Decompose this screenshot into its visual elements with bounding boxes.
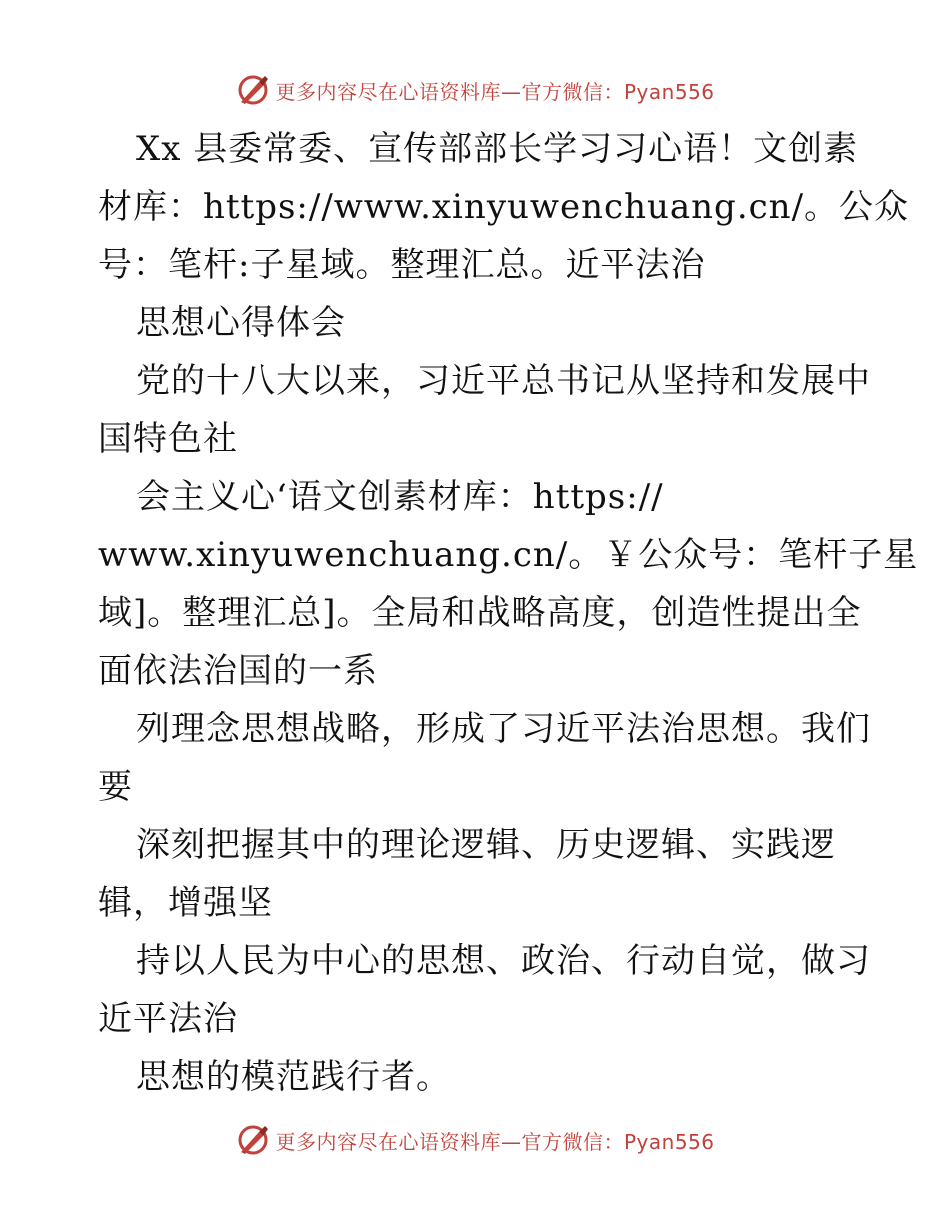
- header-banner: [0, 70, 950, 110]
- banner-text: 更多内容尽在心语资料库—官方微信：Pyan556: [275, 79, 715, 104]
- text-line: 国特色社: [98, 419, 238, 459]
- footer-banner: [0, 1120, 950, 1160]
- text-line: 会主义心‘语文创素材库：https://: [136, 477, 664, 517]
- text-line: 党的十八大以来，习近平总书记从坚持和发展中: [136, 361, 871, 401]
- text-line: 思想的模范践行者。: [136, 1057, 451, 1097]
- text-line: 深刻把握其中的理论逻辑、历史逻辑、实践逻: [136, 825, 836, 865]
- text-line: 辑，增强坚: [98, 883, 273, 923]
- text-line: 列理念思想战略，形成了习近平法治思想。我们: [136, 709, 871, 749]
- text-line: www.xinyuwenchuang.cn/。￥公众号：笔杆子星: [98, 535, 919, 575]
- pen-logo-icon: [235, 72, 271, 108]
- text-line: 材库：https://www.xinyuwenchuang.cn/。公众: [98, 187, 910, 227]
- text-line: 持以人民为中心的思想、政治、行动自觉，做习: [136, 941, 871, 981]
- wechat-id: Pyan556: [623, 1129, 715, 1154]
- document-body: [98, 120, 919, 1106]
- text-line: 思想心得体会: [136, 303, 346, 343]
- text-line: 面依法治国的一系: [98, 651, 378, 691]
- pen-logo-icon: [235, 1122, 271, 1158]
- text-line: 近平法治: [98, 999, 238, 1039]
- text-line: 要: [98, 767, 133, 807]
- wechat-id: Pyan556: [623, 79, 715, 104]
- text-line: 域]。整理汇总]。全局和战略高度，创造性提出全: [98, 593, 862, 633]
- text-line: Xx 县委常委、宣传部部长学习习心语！文创素: [136, 129, 859, 169]
- banner-text: 更多内容尽在心语资料库—官方微信：Pyan556: [275, 1129, 715, 1154]
- text-line: 号：笔杆:子星域。整理汇总。近平法治: [98, 245, 706, 285]
